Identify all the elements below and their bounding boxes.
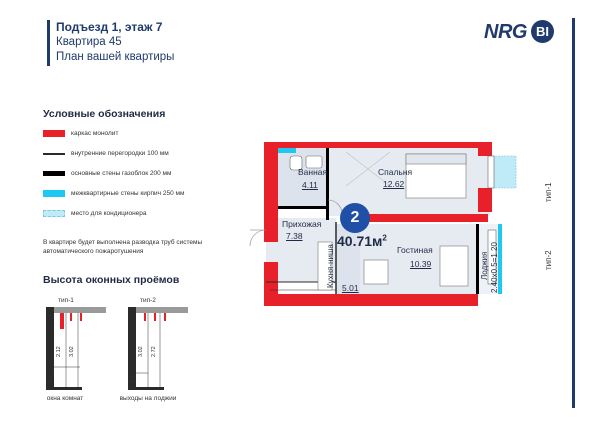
- window-type1-dim-c: 0.9: [48, 375, 54, 383]
- legend-label: основные стены газоблок 200 мм: [71, 170, 172, 177]
- window-type1-caption: окна комнат: [46, 395, 84, 402]
- legend-swatch-monolith: [43, 130, 65, 137]
- window-type2-caption: выходы на лоджии: [119, 395, 177, 402]
- window-type2-dim-b: 2.72: [151, 346, 157, 357]
- apartment-floor-plan: [230, 130, 530, 320]
- window-sections-drawing: [40, 303, 200, 393]
- legend-label: внутренние перегородки 100 мм: [71, 150, 169, 157]
- legend-swatch-gasblock: [43, 171, 65, 176]
- logo-text: NRG: [484, 21, 527, 43]
- legend-label: место для кондиционера: [71, 210, 147, 217]
- window-type1-dim-a: 2.12: [56, 346, 62, 357]
- window-heights-title: Высота оконных проёмов: [43, 274, 180, 286]
- total-area-unit-sup: 2: [382, 233, 387, 243]
- room-hall-area: 7.38: [286, 231, 303, 241]
- legend-label: межквартирные стены кирпич 250 мм: [71, 190, 185, 197]
- window-type1-dim-b: 3.02: [69, 346, 75, 357]
- legend-swatch-brick: [43, 190, 65, 197]
- window-type2-dim-c: 1.2: [130, 375, 136, 383]
- company-logo: [484, 20, 554, 44]
- entrance-floor-title: Подъезд 1, этаж 7: [56, 20, 163, 34]
- window-type1-marker: тип-1: [544, 182, 553, 202]
- room-bathroom-area: 4.11: [302, 180, 318, 190]
- room-kitchen-area: 5.01: [342, 283, 359, 293]
- legend-label: каркас монолит: [71, 130, 119, 137]
- legend-title: Условные обозначения: [43, 108, 166, 120]
- total-area-value: 40.71м: [337, 233, 383, 249]
- room-bedroom-area: 12.62: [383, 179, 405, 189]
- rooms-count-badge: 2: [340, 203, 370, 233]
- room-living-area: 10.39: [410, 259, 432, 269]
- room-loggia-area: 2.40х0.5=1.20: [490, 242, 499, 293]
- room-kitchen-name: Кухня-ниша: [326, 244, 335, 288]
- window-type2-marker: тип-2: [544, 250, 553, 270]
- header-accent-bar: [47, 20, 50, 66]
- apartment-number: Квартира 45: [56, 36, 122, 48]
- sprinkler-note: В квартире будет выполнена разводка труб системы автоматического пожаротушения: [43, 239, 203, 255]
- total-area: [337, 233, 387, 249]
- legend-swatch-partitions: [43, 153, 65, 155]
- room-bedroom-name: Спальня: [378, 167, 413, 177]
- legend-swatch-ac: [43, 210, 65, 217]
- room-living-name: Гостиная: [397, 245, 433, 255]
- room-loggia-name: Лоджия: [480, 251, 489, 280]
- room-hall-name: Прихожая: [282, 219, 322, 229]
- window-type2-label: тип-2: [140, 297, 156, 304]
- logo-badge: BI: [531, 20, 554, 43]
- page-accent-line: [572, 18, 575, 408]
- window-type2-dim-a: 3.02: [138, 346, 144, 357]
- room-bathroom-name: Ванная: [298, 167, 328, 177]
- window-type1-label: тип-1: [58, 297, 74, 304]
- plan-subtitle: План вашей квартиры: [56, 51, 175, 63]
